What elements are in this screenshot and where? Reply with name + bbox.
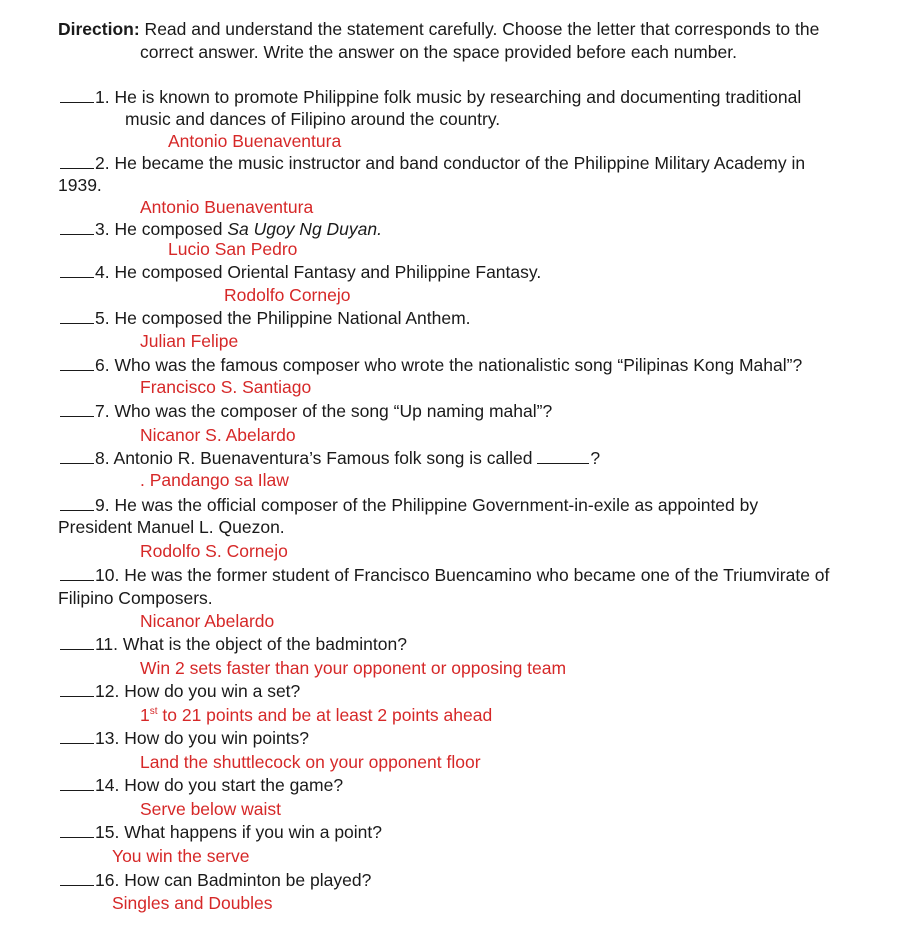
question-5: 5. He composed the Philippine National Anthem. — [60, 307, 471, 329]
answer-8: . Pandango sa Ilaw — [140, 470, 289, 490]
answer-6: Francisco S. Santiago — [140, 377, 312, 397]
question-11: 11. What is the object of the badminton? — [60, 633, 407, 655]
answer-1: Antonio Buenaventura — [168, 131, 342, 151]
direction-text: Read and understand the statement carefully. Choose the letter that corresponds to the — [139, 19, 820, 39]
answer-blank-16[interactable] — [60, 871, 94, 886]
direction-label: Direction: — [58, 19, 140, 39]
answer-2: Antonio Buenaventura — [140, 197, 314, 217]
question-15: 15. What happens if you win a point? — [60, 821, 382, 843]
answer-blank-7[interactable] — [60, 402, 94, 417]
answer-blank-4[interactable] — [60, 263, 94, 278]
answer-16: Singles and Doubles — [112, 893, 273, 913]
answer-blank-3[interactable] — [60, 220, 94, 235]
answer-blank-15[interactable] — [60, 823, 94, 838]
question-16: 16. How can Badminton be played? — [60, 869, 371, 891]
answer-4: Rodolfo Cornejo — [224, 285, 351, 305]
direction-line-1 — [58, 18, 819, 40]
answer-blank-6[interactable] — [60, 356, 94, 371]
question-1: 1. He is known to promote Philippine folk music by researching and documenting traditional — [60, 86, 801, 108]
answer-3: Lucio San Pedro — [168, 239, 298, 259]
answer-blank-5[interactable] — [60, 309, 94, 324]
question-9-cont: President Manuel L. Quezon. — [58, 517, 285, 537]
answer-blank-8[interactable] — [60, 449, 94, 464]
answer-5: Julian Felipe — [140, 331, 239, 351]
question-7: 7. Who was the composer of the song “Up naming mahal”? — [60, 400, 552, 422]
answer-13: Land the shuttlecock on your opponent floor — [140, 752, 481, 772]
question-4: 4. He composed Oriental Fantasy and Philippine Fantasy. — [60, 261, 541, 283]
answer-11: Win 2 sets faster than your opponent or opposing team — [140, 658, 567, 678]
question-14: 14. How do you start the game? — [60, 774, 343, 796]
answer-blank-13[interactable] — [60, 729, 94, 744]
answer-7: Nicanor S. Abelardo — [140, 425, 296, 445]
answer-blank-9[interactable] — [60, 496, 94, 511]
answer-blank-1[interactable] — [60, 88, 94, 103]
question-2: 2. He became the music instructor and band conductor of the Philippine Military Academy in — [60, 152, 805, 174]
answer-10: Nicanor Abelardo — [140, 611, 275, 631]
answer-15: You win the serve — [112, 846, 250, 866]
answer-blank-10[interactable] — [60, 566, 94, 581]
direction-line-2: correct answer. Write the answer on the space provided before each number. — [140, 42, 737, 62]
question-10: 10. He was the former student of Francisco Buencamino who became one of the Triumvirate of — [60, 564, 829, 586]
answer-14: Serve below waist — [140, 799, 282, 819]
question-12: 12. How do you win a set? — [60, 680, 300, 702]
inline-blank-8[interactable] — [537, 449, 589, 464]
answer-9: Rodolfo S. Cornejo — [140, 541, 288, 561]
answer-blank-2[interactable] — [60, 154, 94, 169]
question-3: 3. He composed Sa Ugoy Ng Duyan. — [60, 218, 382, 240]
question-10-cont: Filipino Composers. — [58, 588, 213, 608]
answer-blank-12[interactable] — [60, 682, 94, 697]
question-8: 8. Antonio R. Buenaventura’s Famous folk song is called ? — [60, 447, 600, 469]
question-1-cont: music and dances of Filipino around the country. — [125, 109, 501, 129]
answer-blank-14[interactable] — [60, 776, 94, 791]
question-13: 13. How do you win points? — [60, 727, 309, 749]
question-9: 9. He was the official composer of the Philippine Government-in-exile as appointed by — [60, 494, 758, 516]
answer-12: 1st to 21 points and be at least 2 points ahead — [140, 705, 493, 725]
answer-blank-11[interactable] — [60, 635, 94, 650]
question-2-cont: 1939. — [58, 175, 102, 195]
question-6: 6. Who was the famous composer who wrote the nationalistic song “Pilipinas Kong Mahal”? — [60, 354, 802, 376]
